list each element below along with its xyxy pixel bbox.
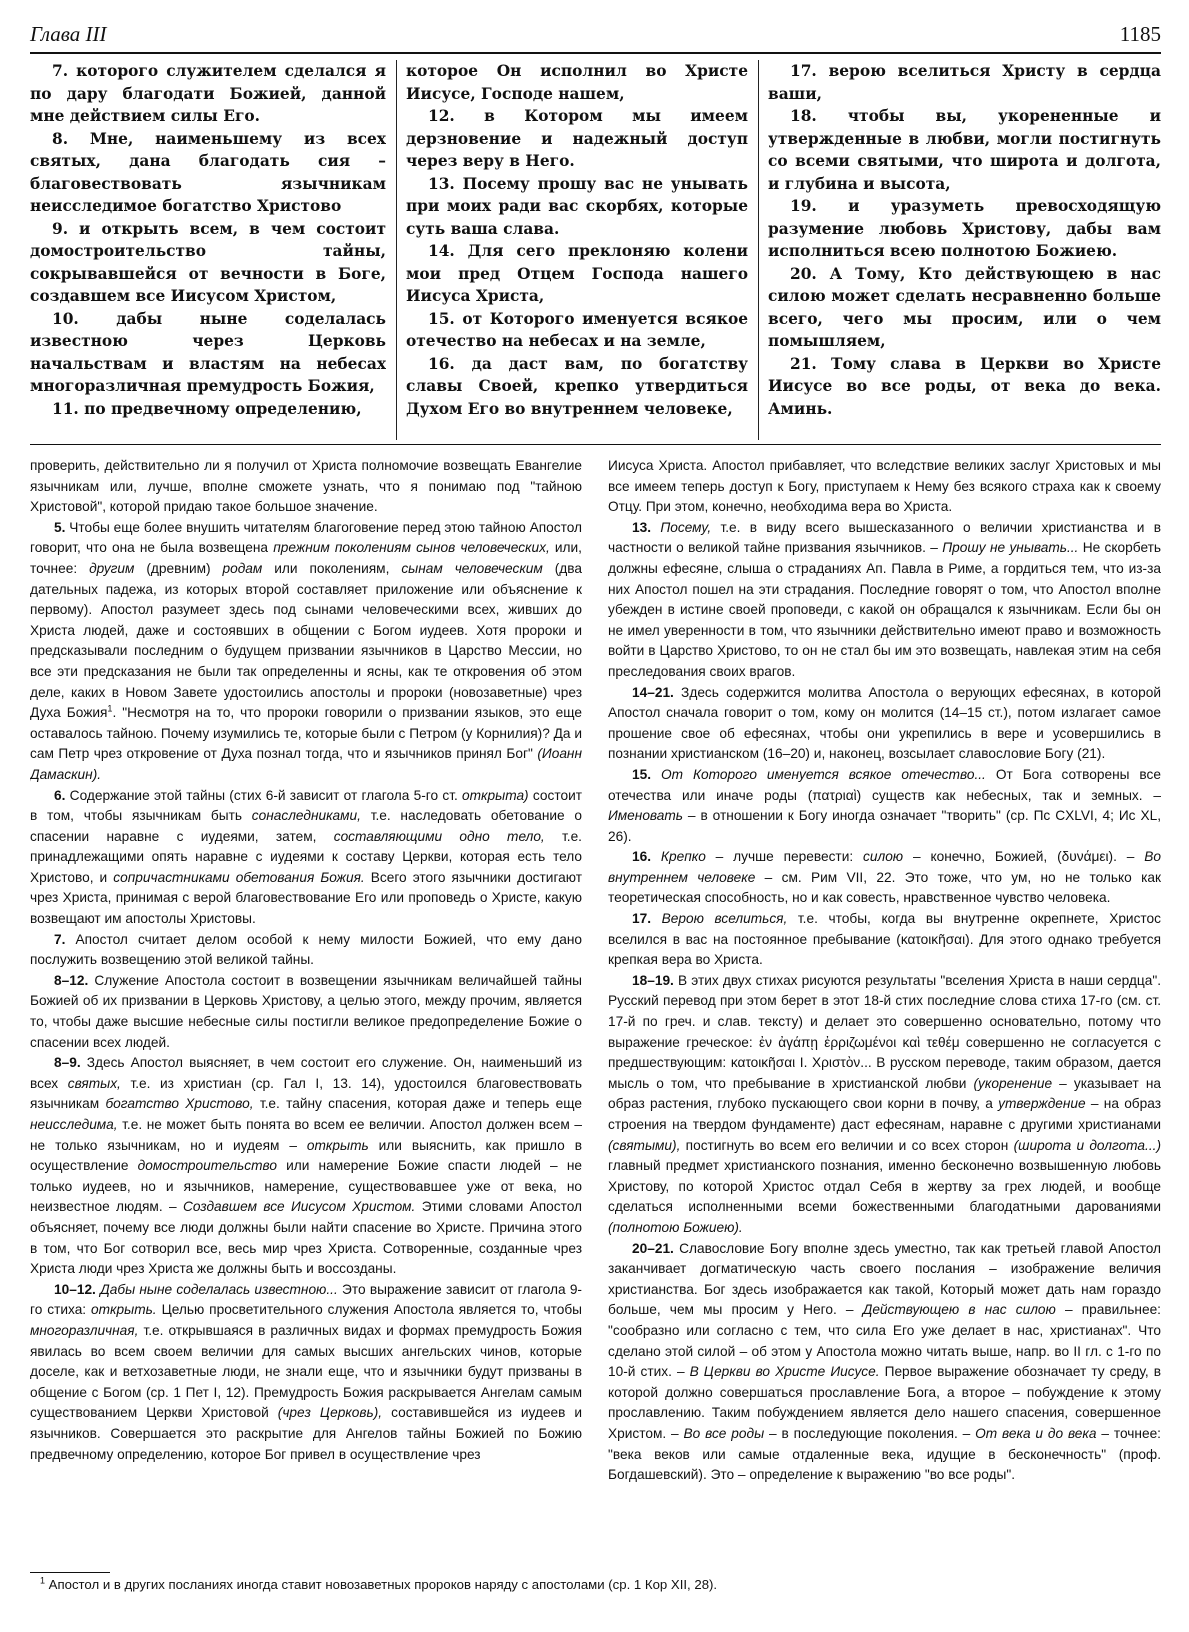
quote: Посему, — [651, 519, 712, 535]
quote: Верою вселиться, — [651, 911, 788, 927]
text: Это выражение зависит от глагола 9-го стиха: — [30, 1281, 582, 1318]
commentary-paragraph — [608, 909, 1161, 971]
commentary-paragraph — [30, 930, 582, 971]
commentary-paragraph — [608, 765, 1161, 847]
text: – указывает на образ растения, глубоко пускающего свои корни в почву, а — [608, 1075, 1161, 1112]
quote: Крепко — [651, 849, 706, 865]
quote: родам — [222, 560, 263, 576]
quote: Создавшем все Иисусом Христом. — [182, 1199, 416, 1215]
text: Первое выражение обозначает ту среду, в которой должно совершаться прославление Бога, а второе – побуждение к этому прославлению. Таким побуждением является дело нашего спасения, совершенное Христом. – — [608, 1364, 1161, 1441]
quote: Прошу не унывать... — [942, 540, 1079, 556]
quote: Во внутреннем человеке — [608, 849, 1161, 885]
verse-ref: 17. — [632, 911, 652, 927]
commentary-paragraph — [30, 1280, 582, 1465]
commentary-paragraph — [608, 518, 1161, 683]
text: В этих двух стихах рисуются результаты "вселения Христа в наши сердца". Русский перевод при этом берет в этот 18-й стих последние слова стиха 17-го (см. ст. 17-й по греч. и слав. тексту) и делает это совершенно основательно, потому что выражение греческое: ἐν ἀγάπῃ ἐρριζωμένοι καὶ τεθέμ совершенно не согласуется с предшествующим: κατοικῆσαι Ι. Χριστὸν... В русском переводе, таким образом, дается мысль о том, что пребывание в христианской любви — [608, 972, 1161, 1091]
commentary-paragraph — [30, 1053, 582, 1280]
quote: открыть. — [91, 1302, 157, 1318]
quote: утверждение — [998, 1096, 1086, 1112]
quote: От Которого именуется всякое отечество... — [651, 766, 986, 782]
verse: 20. А Тому, Кто действующею в нас силою может сделать несравненно больше всего, чего мы просим, или о чем помышляем, — [768, 264, 1161, 350]
text: главный предмет христианского познания, именно бесконечно возвышенную любовь Христову, по которой Христос отдал Себя в жертву за грех людей, и вообще сделаться исполненными всеми божественными благодатными дарованиями — [608, 1158, 1161, 1215]
quote: многоразличная, — [30, 1322, 139, 1338]
text: Всего этого язычники достигают чрез Христа, принимая с верой благовествование Его или проповедь о Христе, какую возвещают им апостолы Христовы. — [30, 869, 582, 927]
verse: которое Он исполнил во Христе Иисусе, Господе нашем, — [406, 62, 748, 103]
text: Здесь Апостол выясняет, в чем состоит его служение. Он, наименьший из всех — [30, 1055, 582, 1091]
footnote-text: Апостол и в других посланиях иногда ставит новозаветных пророков наряду с апостолами (ср. 1 Кор XII, 28). — [45, 1577, 718, 1592]
quote: силою — [863, 849, 904, 865]
text: состоит в том, чтобы язычникам быть — [30, 787, 582, 824]
verse: 18. чтобы вы, укорененные и утвержденные в любви, могли постигнуть со всеми святыми, что широта и долгота, и глубина и высота, — [768, 107, 1161, 193]
section-divider — [30, 444, 1161, 445]
text: т.е. из христиан (ср. Гал I, 13. 14), удостоился благовествовать язычникам — [30, 1075, 582, 1112]
quote: сопричастниками обетования Божия. — [113, 869, 365, 885]
quote: сонаследниками, — [251, 808, 361, 824]
verse: 17. верою вселиться Христу в сердца ваши, — [768, 62, 1161, 103]
text: Апостол считает делом особой к нему милости Божией, что ему дано послужить возвещению этой великой тайны. — [30, 931, 582, 968]
text: Служение Апостола состоит в возвещении язычникам величайшей тайны Божией об их призвании в Церковь Христову, а целью этого, между прочим, является то, чтобы даже высшие небесные силы постигли великое предопределение Божие о спасении всех людей. — [30, 972, 582, 1050]
text: Содержание этой тайны (стих 6-й зависит от глагола 5-го ст. — [65, 787, 463, 803]
verse-ref: 18–19. — [632, 972, 674, 988]
verse-ref: 20–21. — [632, 1240, 674, 1256]
quote: Действующею в нас силою — [862, 1302, 1056, 1318]
verse: 13. Посему прошу вас не унывать при моих ради вас скорбях, которые суть ваша слава. — [406, 174, 748, 238]
footnote — [40, 1576, 1160, 1594]
column-divider — [396, 60, 397, 440]
quote: неисследима, — [30, 1117, 118, 1132]
chapter-title: Глава III — [30, 22, 107, 46]
text: т.е. наследовать обетование о спасении наравне с иудеями, затем, — [30, 808, 582, 844]
verse-ref: 13. — [632, 519, 652, 535]
commentary-paragraph — [608, 1239, 1161, 1486]
text: От Бога сотворены все отечества или иначе роды (πατριαὶ) существ как небесных, так и земных. – — [608, 766, 1161, 803]
quote: богатство Христово, — [105, 1096, 254, 1112]
commentary-left-column — [30, 456, 582, 1564]
text: – на образ строения на твердом фундаменте) даст ефесянам, наравне с другими христианами — [608, 1096, 1161, 1132]
quote: открыта) — [462, 787, 529, 803]
verse: 12. в Котором мы имеем дерзновение и надежный доступ через веру в Него. — [406, 107, 748, 170]
text: т.е. открывшаяся в различных видах и формах премудрость Божия явилась во всем своем величии для самых высших ангельских чинов, которые доселе, как и ветхозаветные люди, не знали еще, что и язычники будут призваны в общение с Богом (ср. 1 Пет I, 12). Премудрость Божия раскрывается Ангелам самым существованием Церкви Христовой — [30, 1322, 582, 1421]
text: Славословие Богу вполне здесь уместно, так как третьей главой Апостол заканчивает догматическую часть своего послания – изображение величия христианства. Бог здесь изображается как такой, Который может дать нам гораздо больше, чем мы просим у Него. – — [608, 1240, 1161, 1318]
commentary-paragraph: Иисуса Христа. Апостол прибавляет, что вследствие великих заслуг Христовых и мы все имеем теперь доступ к Богу, приступаем к Нему без всякого страха как к своему Отцу. При этом, конечно, необходима вера во Христа. — [608, 458, 1161, 515]
text: постигнуть во всем его величии и со всех сторон — [680, 1137, 1014, 1153]
commentary-paragraph — [30, 518, 582, 786]
quote: (Иоанн Дамаскин). — [30, 746, 582, 782]
verse-ref: 7. — [54, 931, 66, 947]
quote: святых, — [67, 1075, 121, 1091]
text: Чтобы еще более внушить читателям благоговение перед этою тайною Апостол говорит, что она не была возвещена — [30, 519, 582, 556]
quote: Именовать — [608, 808, 683, 824]
verse-ref: 8–9. — [54, 1055, 81, 1071]
text: или поколениям, — [262, 560, 402, 576]
verse-ref: 5. — [54, 519, 66, 535]
text: т.е. чтобы, когда вы внутренне окрепнете, Христос вселился в вас на постоянное пребывание (κατοικῆσαι). Для этого однако требуется крепкая вера во Христа. — [608, 911, 1161, 968]
verse: 16. да даст вам, по богатству славы Своей, крепко утвердиться Духом Его во внутреннем человеке, — [406, 354, 748, 418]
text: – правильнее: "сообразно или согласно с тем, что сила Его уже делает в нас, христианах". Что сделано этой силой – об этом у Апостола можно читать выше, напр. во II гл. с 1-го по 10-й стих. – — [608, 1302, 1161, 1380]
verse-column-2 — [406, 60, 748, 442]
text: – в последующие поколения. – — [764, 1425, 976, 1441]
verse: 21. Тому слава в Церкви во Христе Иисусе во все роды, от века до века. Аминь. — [768, 354, 1161, 418]
text: т.е. не может быть понята во всем ее величии. Апостол должен всем – не только язычникам, но и иудеям – — [30, 1117, 582, 1153]
text: – точнее: "века веков или самые отдаленные века, идущие в бесконечность" (проф. Богдашевский). Это – определение к выражению "во все роды". — [608, 1425, 1161, 1483]
quote: (чрез Церковь), — [277, 1405, 383, 1421]
verse: 19. и уразуметь превосходящую разумение любовь Христову, дабы вам исполниться всею полнотою Божиею. — [768, 197, 1161, 260]
text: т.е. принадлежащими опять наравне с иудеями к составу Церкви, которая есть тело Христово, и — [30, 828, 582, 885]
quote: В Церкви во Христе Иисусе. — [689, 1364, 880, 1380]
quote: От века и до века — [975, 1425, 1097, 1441]
page-number: 1185 — [1119, 22, 1161, 46]
quote: прежним поколениям сынов человеческих, — [273, 540, 550, 556]
verse-ref: 16. — [632, 849, 652, 865]
quote: (укоренение — [973, 1075, 1053, 1091]
text: – в отношении к Богу иногда означает "творить" (ср. Пс CXLVI, 4; Ис XL, 26). — [608, 808, 1161, 844]
verse: 8. Мне, наименьшему из всех святых, дана благодать сия – благовествовать язычникам неисследимое богатство Христово — [30, 129, 386, 215]
verse-ref: 15. — [632, 766, 652, 782]
quote: составляющими одно тело, — [333, 828, 545, 844]
text: или выяснить, как пришло в осуществление — [30, 1137, 582, 1174]
quote: домостроительство — [137, 1158, 277, 1174]
verse-ref: 6. — [54, 787, 66, 803]
verse-column-1 — [30, 60, 386, 442]
commentary-right-column — [608, 456, 1161, 1564]
verse: 10. дабы ныне соделалась известною через Церковь начальствам и властям на небесах многоразличная премудрость Божия, — [30, 309, 386, 395]
quote: (святыми), — [608, 1137, 681, 1153]
verse-ref: 10–12. — [54, 1281, 96, 1297]
text: Этими словами Апостол объясняет, почему все люди должны были найти спасение во Христе. Причина этого в том, что Бог сотворил все, весь мир чрез Христа. Сотворенные, созданные чрез Христа люди чрез Христа же должны быть и воссозданы. — [30, 1199, 582, 1277]
text: т.е. в виду всего вышесказанного о величии христианства и в частности о великой тайне призвания язычников. – — [608, 519, 1161, 556]
verse: 14. Для сего преклоняю колени мои пред Отцем Господа нашего Иисуса Христа, — [406, 242, 748, 305]
commentary-paragraph — [608, 847, 1161, 909]
commentary-paragraph: проверить, действительно ли я получил от Христа полномочие возвещать Евангелие язычникам или, лучше, вполне сможете узнать, что я понимаю под "тайною Христовой", которой придаю такое большое значение. — [30, 458, 582, 515]
footnote-divider — [30, 1572, 110, 1573]
text: (два дательных падежа, из которых второй составляет приложение или объяснение к первому). Апостол разумеет здесь под сынами человеческими всех, живших до Христа людей, даже и состоявших в общении с Богом иудеев. Хотя пророки и предсказывали последним о будущем призвании язычников в Царство Мессии, но все эти предсказания не были так определенны и ясны, как те откровения об этом деле, каких в Новом Завете удостоились апостолы и пророки (новозаветные) чрез Духа Божия — [30, 560, 582, 721]
quote: сынам человеческим — [401, 560, 543, 576]
quote: открыть — [306, 1137, 369, 1153]
verse-ref: 8–12. — [54, 972, 89, 988]
footnote-number: 1 — [40, 1575, 46, 1586]
text: или, точнее: — [30, 540, 582, 576]
commentary-paragraph — [30, 786, 582, 930]
text: – лучше перевести: — [705, 849, 864, 865]
quote: Дабы ныне соделалась известною... — [95, 1281, 338, 1297]
verse: 11. по предвечному определению, — [52, 399, 362, 418]
text: (древним) — [134, 560, 223, 576]
text: составившейся из иудеев и язычников. Совершается это раскрытие для Ангелов тайны Божией по Божию предвечному определению, которое Бог привел в осуществление чрез — [30, 1405, 582, 1462]
running-header — [30, 18, 1161, 54]
verse: 15. от Которого именуется всякое отечество на небесах и на земле, — [406, 309, 748, 350]
text: или намерение Божие спасти людей – не только иудеев, но и язычников, намерение, существовавшее уже от века, но неизвестное людям. – — [30, 1158, 582, 1215]
text: – конечно, Божией, (δυνάμει). – — [903, 849, 1145, 865]
commentary-paragraph — [608, 971, 1161, 1239]
text: т.е. тайну спасения, которая даже и теперь еще — [253, 1096, 582, 1112]
verse: 7. которого служителем сделался я по дару благодати Божией, данной мне действием силы Его. — [30, 62, 386, 125]
commentary-paragraph — [30, 971, 582, 1053]
verse-column-3 — [768, 60, 1161, 442]
footnote-marker[interactable]: 1 — [107, 703, 113, 714]
verse: 9. и открыть всем, в чем состоит домостроительство тайны, сокрывавшейся от вечности в Боге, создавшем все Иисусом Христом, — [30, 219, 386, 305]
text: Здесь содержится молитва Апостола о верующих ефесянах, в которой Апостол сначала говорит о том, кому он молится (14–15 ст.), потом излагает самое прошение свое об ефесянах, чтобы они укрепились в вере и усовершились в познании христианском (16–20) и, наконец, возсылает славословие Богу (21). — [608, 684, 1161, 762]
quote: (полнотою Божиею). — [608, 1219, 743, 1235]
scripture-verses — [30, 60, 1161, 442]
column-divider — [758, 60, 759, 440]
quote: другим — [89, 560, 135, 576]
quote: (широта и долгота...) — [1013, 1137, 1161, 1153]
commentary-paragraph — [608, 683, 1161, 765]
text: Целью просветительного служения Апостола является то, чтобы — [156, 1302, 582, 1318]
text: Не скорбеть должны ефесяне, слыша о страданиях Ап. Павла в Риме, а гордиться тем, что из-за них Апостол пошел на эти страдания. Последние говорят о том, что Апостол вполне убежден в истине своей проповеди, с какой он обращался к язычникам. Если бы он не имел уверенности в том, что язычники действительно имеют право и возможность войти в Царство Христово, то он не стал бы им это возвещать, навлекая этим на себя преследования своих врагов. — [608, 540, 1161, 679]
text: . "Несмотря на то, что пророки говорили о призвании языков, это еще оставалось тайною. Почему изумились те, которые были с Петром (у Корнилия)? Да и сам Петр чрез откровение от Духа познал тогда, что и язычников принял Бог" — [30, 705, 582, 762]
verse-ref: 14–21. — [632, 684, 674, 700]
quote: Во все роды — [683, 1425, 765, 1441]
text: – см. Рим VII, 22. Это тоже, что ум, но не только как теоретическая способность, но и как совесть, нравственное чувство человека. — [608, 869, 1161, 906]
